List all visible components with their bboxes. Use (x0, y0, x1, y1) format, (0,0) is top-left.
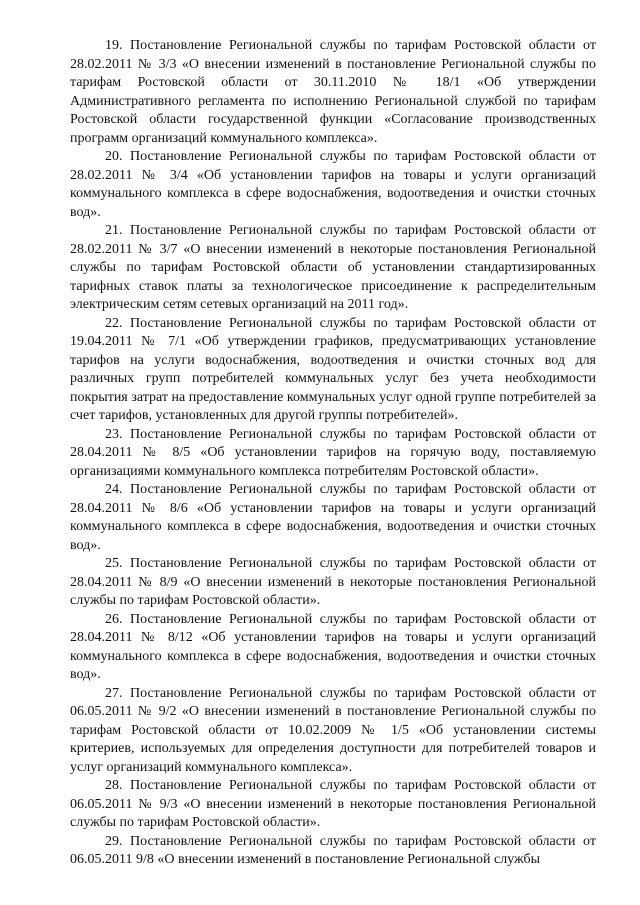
paragraph-item-26: 26. Постановление Региональной службы по тарифам Ростовской области от 28.04.2011 № 8/12 «Об установлении тарифов на товары и услуги организаций коммунального комплекса в сфере водоснабжения, водоотведения и очистки сточных вод». (70, 611, 596, 682)
paragraph-item-24: 24. Постановление Региональной службы по тарифам Ростовской области от 28.04.2011 № 8/6 «Об установлении тарифов на товары и услуги организаций коммунального комплекса в сфере водоснабжения, водоотведения и очистки сточных вод». (70, 482, 596, 553)
paragraph-item-28: 28. Постановление Региональной службы по тарифам Ростовской области от 06.05.2011 № 9/3 «О внесении изменений в некоторые постановления Региональной службы по тарифам Ростовской области». (70, 778, 596, 830)
paragraph-item-20: 20. Постановление Региональной службы по тарифам Ростовской области от 28.02.2011 № 3/4 «Об установлении тарифов на товары и услуги организаций коммунального комплекса в сфере водоснабжения, водоотведения и очистки сточных вод». (70, 149, 596, 220)
paragraph-item-27: 27. Постановление Региональной службы по тарифам Ростовской области от 06.05.2011 № 9/2 «О внесении изменений в постановление Региональной службы по тарифам Ростовской области от 10.02.2009 № 1/5 «Об установлении системы критериев, используемых для определения доступности для потребителей товаров и услуг организаций коммунального комплекса». (70, 685, 596, 775)
paragraph-item-21: 21. Постановление Региональной службы по тарифам Ростовской области от 28.02.2011 № 3/7 «О внесении изменений в некоторые постановления Региональной службы по тарифам Ростовской области об установлении стандартизированных тарифных ставок платы за технологическое присоединение к распределительным электрическим сетям сетевых организаций на 2011 год». (70, 223, 596, 312)
paragraph-item-29: 29. Постановление Региональной службы по тарифам Ростовской области от 06.05.2011 9/8 «О внесении изменений в постановление Региональной службы (70, 833, 596, 867)
paragraph-item-23: 23. Постановление Региональной службы по тарифам Ростовской области от 28.04.2011 № 8/5 «Об установлении тарифов на горячую воду, поставляемую организациями коммунального комплекса потребителям Ростовской области». (70, 426, 596, 479)
paragraph-item-19: 19. Постановление Региональной службы по тарифам Ростовской области от 28.02.2011 № 3/3 «О внесении изменений в постановление Региональной службы по тарифам Ростовской области от 30.11.2010 № 18/1 «Об утверждении Административного регламента по исполнению Региональной службой по тарифам Ростовской области государственной функции «Согласование производственных программ организаций коммунального комплекса». (70, 38, 596, 146)
paragraph-item-25: 25. Постановление Региональной службы по тарифам Ростовской области от 28.04.2011 № 8/9 «О внесении изменений в некоторые постановления Региональной службы по тарифам Ростовской области». (70, 556, 596, 608)
document-page (70, 37, 596, 870)
paragraph-item-22: 22. Постановление Региональной службы по тарифам Ростовской области от 19.04.2011 № 7/1 «Об утверждении графиков, предусматривающих установление тарифов на услуги водоснабжения, водоотведения и очистки сточных вод для различных групп потребителей коммунальных услуг без учета необходимости покрытия затрат на предоставление коммунальных услуг одной группе потребителей за счет тарифов, установленных для другой группы потребителей». (70, 315, 596, 423)
